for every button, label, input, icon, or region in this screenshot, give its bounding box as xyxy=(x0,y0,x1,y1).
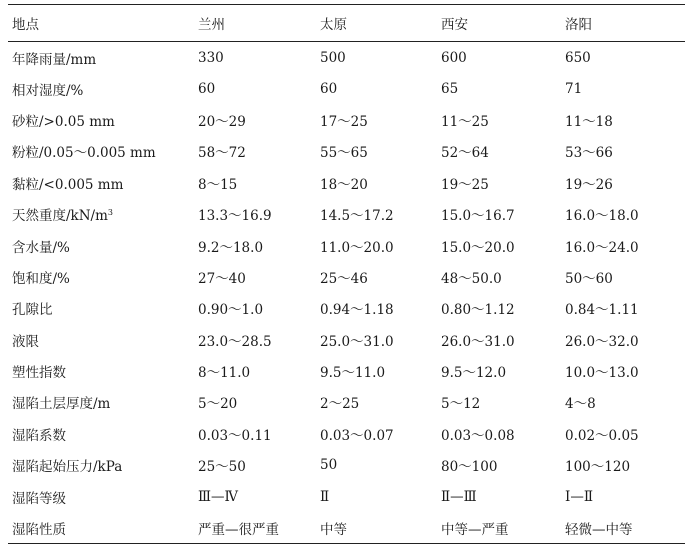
row-label xyxy=(8,293,194,324)
header-location: 地点 xyxy=(8,5,194,42)
cell-lanzhou: 8～15 xyxy=(198,176,238,193)
cell-luoyang: 轻微—中等 xyxy=(561,512,685,543)
table-row xyxy=(8,450,685,481)
cell-taiyuan: 18～20 xyxy=(320,176,368,193)
cell-lanzhou: 13.3～16.9 xyxy=(198,208,272,225)
cell-lanzhou: 25～50 xyxy=(198,459,246,476)
cell-lanzhou: 严重—很严重 xyxy=(194,512,316,543)
cell-lanzhou: 23.0～28.5 xyxy=(198,333,272,350)
row-label-text: 湿陷性质 xyxy=(12,521,66,538)
row-label-text: 湿陷起始压力/kPa xyxy=(12,459,123,476)
cell-taiyuan: 60 xyxy=(320,80,338,97)
row-label xyxy=(8,73,194,104)
cell-lanzhou: 5～20 xyxy=(198,396,238,413)
row-label xyxy=(8,42,194,73)
row-label-text: 年降雨量/mm xyxy=(12,52,97,69)
loess-properties-table-container xyxy=(8,4,685,544)
row-label-text: 粉粒/0.05～0.005 mm xyxy=(12,145,156,162)
cell-xian: 48～50.0 xyxy=(441,270,502,287)
row-label xyxy=(8,136,194,167)
row-label xyxy=(8,230,194,261)
cell-taiyuan: 中等 xyxy=(316,512,437,543)
cell-lanzhou: 58～72 xyxy=(198,145,246,162)
cell-lanzhou: 8～11.0 xyxy=(198,365,251,382)
cell-luoyang: 71 xyxy=(565,80,583,97)
table-row xyxy=(8,136,685,167)
cell-luoyang: Ⅰ—Ⅱ xyxy=(565,488,594,505)
row-label xyxy=(8,387,194,418)
cell-xian: 15.0～20.0 xyxy=(441,239,515,256)
header-row xyxy=(8,5,685,42)
cell-luoyang: 16.0～18.0 xyxy=(565,208,639,225)
row-label xyxy=(8,324,194,355)
cell-luoyang: 100～120 xyxy=(565,459,631,476)
cell-luoyang: 53～66 xyxy=(565,145,613,162)
header-taiyuan: 太原 xyxy=(316,5,437,42)
cell-xian: 0.80～1.12 xyxy=(441,302,515,319)
row-label-text: 湿陷系数 xyxy=(12,427,66,444)
cell-taiyuan: 500 xyxy=(320,50,346,67)
cell-lanzhou: 60 xyxy=(198,80,216,97)
row-label-text: 液限 xyxy=(12,333,39,350)
row-label-text: 黏粒/<0.005 mm xyxy=(12,176,124,193)
cell-taiyuan: 9.5～11.0 xyxy=(320,365,386,382)
cell-taiyuan: 25～46 xyxy=(320,270,368,287)
table-row xyxy=(8,512,685,543)
cell-taiyuan: 0.94～1.18 xyxy=(320,302,394,319)
cell-luoyang: 50～60 xyxy=(565,270,613,287)
table-row xyxy=(8,261,685,292)
cell-luoyang: 0.84～1.11 xyxy=(565,302,639,319)
table-row xyxy=(8,324,685,355)
cell-taiyuan: Ⅱ xyxy=(320,488,330,505)
row-label xyxy=(8,450,194,481)
header-lanzhou: 兰州 xyxy=(194,5,316,42)
table-row xyxy=(8,104,685,135)
cell-xian: 0.03～0.08 xyxy=(441,427,515,444)
cell-luoyang: 16.0～24.0 xyxy=(565,239,639,256)
cell-xian: 5～12 xyxy=(441,396,481,413)
table-row xyxy=(8,387,685,418)
loess-properties-table xyxy=(8,4,685,544)
cell-xian: 26.0～31.0 xyxy=(441,333,515,350)
cell-lanzhou: 0.03～0.11 xyxy=(198,427,272,444)
row-label xyxy=(8,104,194,135)
cell-lanzhou: 9.2～18.0 xyxy=(198,239,264,256)
cell-taiyuan: 25.0～31.0 xyxy=(320,333,394,350)
row-label-text: 天然重度/kN/m xyxy=(12,208,108,225)
row-label-text: 孔隙比 xyxy=(12,302,53,319)
cell-lanzhou: 20～29 xyxy=(198,113,246,130)
row-label-text: 饱和度/% xyxy=(12,270,70,287)
row-label-text: 相对湿度/% xyxy=(12,82,84,99)
row-label xyxy=(8,355,194,386)
cell-taiyuan: 11.0～20.0 xyxy=(320,239,394,256)
row-label-text: 砂粒/>0.05 mm xyxy=(12,113,115,130)
cell-taiyuan: 2～25 xyxy=(320,396,360,413)
table-row xyxy=(8,73,685,104)
cell-xian: 52～64 xyxy=(441,145,489,162)
row-label-text: 湿陷土层厚度/m xyxy=(12,396,111,413)
row-label-text: 含水量/% xyxy=(12,239,70,256)
cell-lanzhou: 330 xyxy=(198,50,224,67)
header-xian: 西安 xyxy=(437,5,561,42)
table-row xyxy=(8,198,685,229)
row-label xyxy=(8,512,194,543)
cell-luoyang: 19～26 xyxy=(565,176,613,193)
table-body xyxy=(8,42,685,544)
table-row xyxy=(8,418,685,449)
table-row xyxy=(8,42,685,73)
row-label-text: 塑性指数 xyxy=(12,365,66,382)
cell-xian: 15.0～16.7 xyxy=(441,208,515,225)
cell-taiyuan: 14.5～17.2 xyxy=(320,208,394,225)
cell-luoyang: 26.0～32.0 xyxy=(565,333,639,350)
table-row xyxy=(8,481,685,512)
row-label xyxy=(8,481,194,512)
cell-xian: 11～25 xyxy=(441,113,489,130)
cell-lanzhou: 0.90～1.0 xyxy=(198,302,264,319)
row-label xyxy=(8,261,194,292)
cell-luoyang: 0.02～0.05 xyxy=(565,427,639,444)
row-label-text: 湿陷等级 xyxy=(12,490,66,507)
cell-taiyuan: 55～65 xyxy=(320,145,368,162)
cell-xian: 中等—严重 xyxy=(437,512,561,543)
header-luoyang: 洛阳 xyxy=(561,5,685,42)
cell-luoyang: 10.0～13.0 xyxy=(565,365,639,382)
cell-xian: 80～100 xyxy=(441,459,498,476)
cell-luoyang: 650 xyxy=(565,50,591,67)
cell-xian: 19～25 xyxy=(441,176,489,193)
table-row xyxy=(8,355,685,386)
table-row xyxy=(8,167,685,198)
row-label-superscript: 3 xyxy=(107,208,113,218)
cell-taiyuan: 17～25 xyxy=(320,113,368,130)
table-row xyxy=(8,230,685,261)
cell-taiyuan: 0.03～0.07 xyxy=(320,427,394,444)
cell-lanzhou: 27～40 xyxy=(198,270,246,287)
cell-luoyang: 4～8 xyxy=(565,396,596,413)
row-label xyxy=(8,418,194,449)
cell-taiyuan: 50 xyxy=(320,457,338,474)
row-label xyxy=(8,198,194,229)
cell-lanzhou: Ⅲ—Ⅳ xyxy=(198,488,239,505)
row-label xyxy=(8,167,194,198)
cell-xian: Ⅱ—Ⅲ xyxy=(441,488,477,505)
table-row xyxy=(8,293,685,324)
cell-xian: 600 xyxy=(441,50,467,67)
cell-xian: 65 xyxy=(441,80,459,97)
cell-xian: 9.5～12.0 xyxy=(441,365,507,382)
cell-luoyang: 11～18 xyxy=(565,113,613,130)
